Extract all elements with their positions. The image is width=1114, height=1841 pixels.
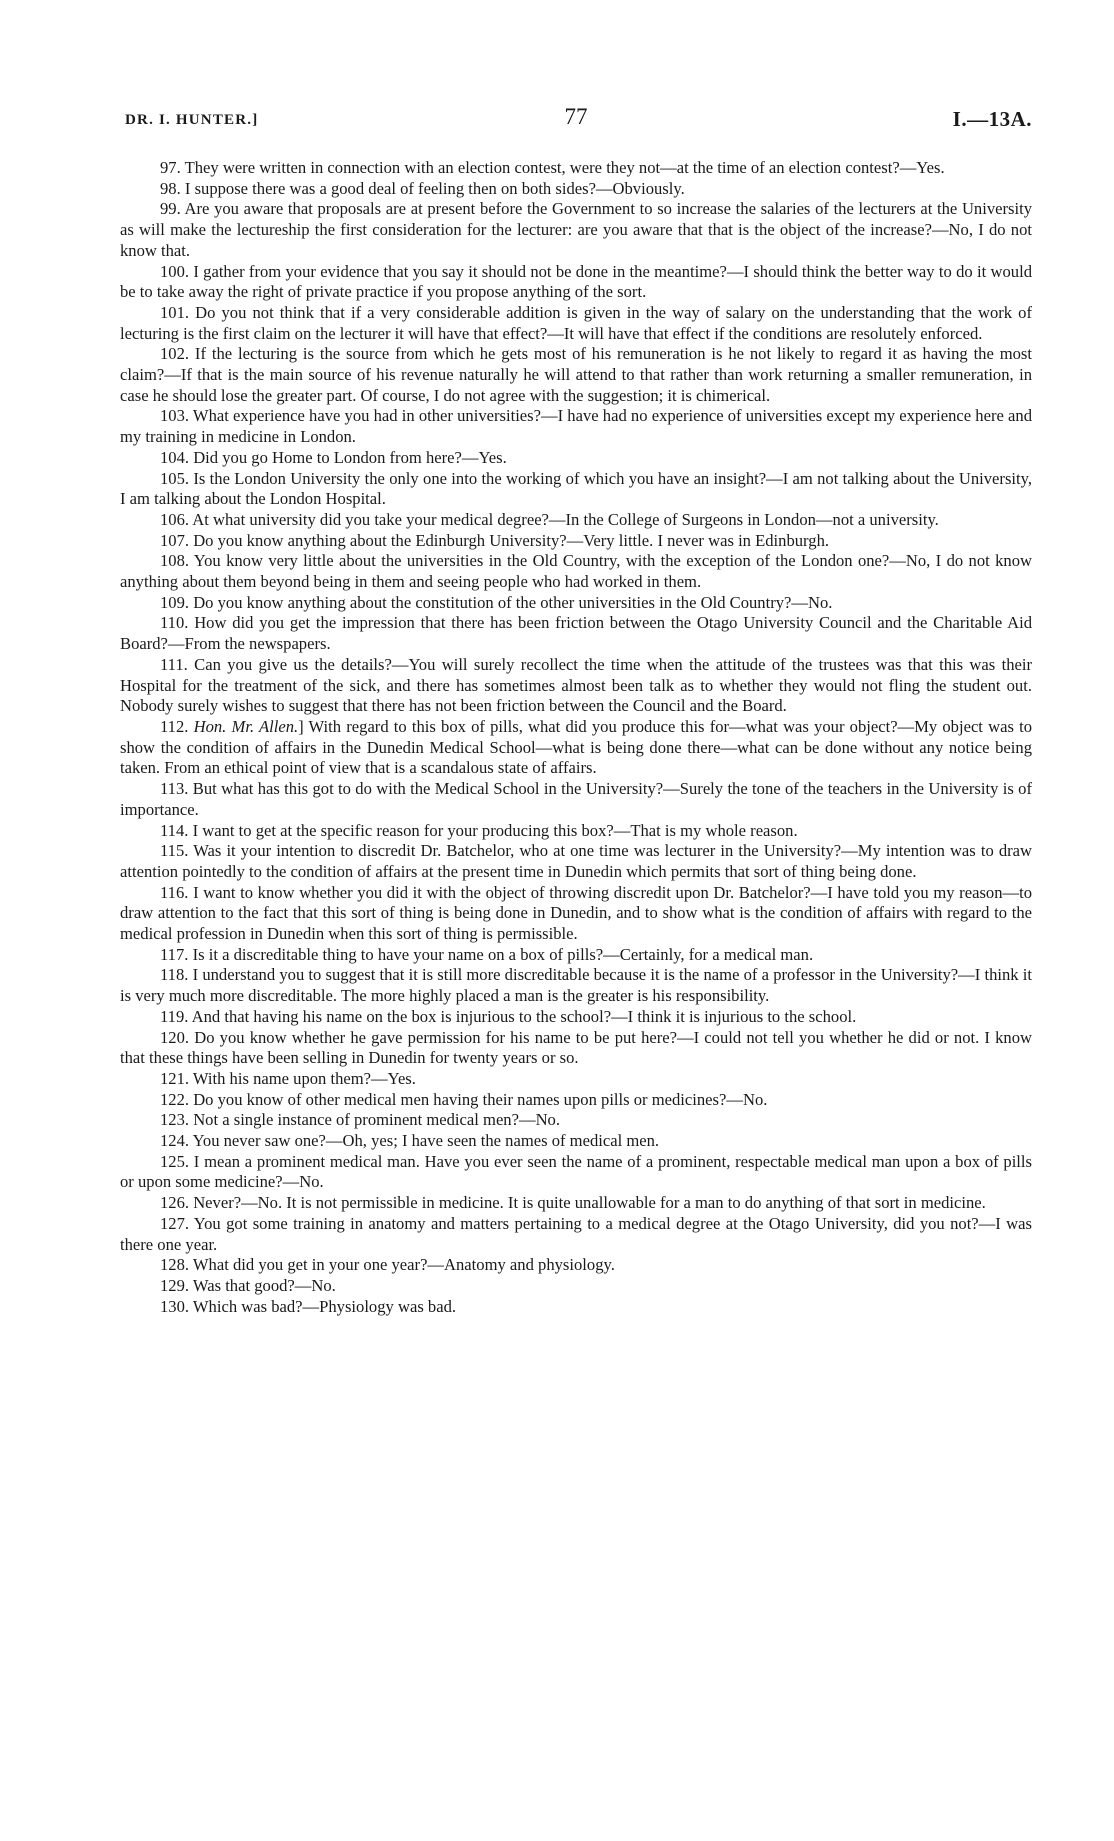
page-number: 77	[564, 104, 588, 129]
document-page	[120, 104, 1032, 1317]
question-111: 111. Can you give us the details?—You will surely recollect the time when the attitude of the trustees was that this was their Hospital for the treatment of the sick, and there has sometimes almost been talk as to whether they would not fling the student out. Nobody surely wishes to suggest that there has not been friction between the Council and the Board.	[120, 654, 1032, 716]
question-104: 104. Did you go Home to London from here?—Yes.	[160, 447, 507, 467]
question-116: 116. I want to know whether you did it with the object of throwing discredit upon Dr. Batchelor?—I have told you my reason—to draw attention to the fact that this sort of thing is being done in Dunedin, and to show what is the condition of affairs with regard to the medical profession in Dunedin when this sort of thing is permissible.	[120, 882, 1032, 944]
question-130: 130. Which was bad?—Physiology was bad.	[160, 1296, 457, 1316]
page-header	[120, 104, 1032, 144]
question-97: 97. They were written in connection with an election contest, were they not—at the time of an election contest?—Yes.	[160, 158, 945, 177]
question-106: 106. At what university did you take your medical degree?—In the College of Surgeons in London—not a university.	[160, 509, 939, 529]
witness-name-header: DR. I. HUNTER.]	[125, 112, 259, 128]
question-113: 113. But what has this got to do with the Medical School in the University?—Surely the tone of the teachers in the University is of importance.	[120, 779, 1032, 819]
question-129: 129. Was that good?—No.	[160, 1275, 336, 1295]
testimony-body	[120, 158, 1032, 1317]
question-number: 112.	[160, 716, 194, 736]
question-103: 103. What experience have you had in other universities?—I have had no experience of universities except my experience here and my training in medicine in London.	[120, 406, 1032, 447]
question-115: 115. Was it your intention to discredit Dr. Batchelor, who at one time was lecturer in the University?—My intention was to draw attention pointedly to the condition of affairs at the present time in Dunedin which permits that sort of thing being done.	[120, 841, 1032, 881]
question-122: 122. Do you know of other medical men having their names upon pills or medicines?—No.	[160, 1089, 768, 1109]
question-110: 110. How did you get the impression that there has been friction between the Otago University Council and the Charitable Aid Board?—From the newspapers.	[120, 613, 1032, 654]
question-126: 126. Never?—No. It is not permissible in medicine. It is quite unallowable for a man to do anything of that sort in medicine.	[160, 1193, 986, 1213]
question-123: 123. Not a single instance of prominent medical men?—No.	[160, 1110, 560, 1130]
question-120: 120. Do you know whether he gave permission for his name to be put here?—I could not tell you whether he did or not. I know that these things have been selling in Dunedin for twenty years or so.	[120, 1027, 1032, 1068]
question-127: 127. You got some training in anatomy and matters pertaining to a medical degree at the Otago University, did you not?—I was there one year.	[120, 1213, 1032, 1254]
question-text: ] With regard to this box of pills, what did you produce this for—what was your object?—My object was to show the condition of affairs in the Dunedin Medical School—what is being done there—what can be done without any notice being taken. From an ethical point of view that is a scandalous state of affairs.	[120, 716, 1032, 778]
question-117: 117. Is it a discreditable thing to have your name on a box of pills?—Certainly, for a medical man.	[160, 944, 814, 964]
paper-reference: I.—13A.	[952, 107, 1032, 131]
question-114: 114. I want to get at the specific reason for your producing this box?—That is my whole reason.	[160, 820, 798, 840]
question-118: 118. I understand you to suggest that it is still more discreditable because it is the name of a professor in the University?—I think it is very much more discreditable. The more highly placed a man is the greater is his responsibility.	[120, 965, 1032, 1006]
question-109: 109. Do you know anything about the constitution of the other universities in the Old Country?—No.	[160, 592, 833, 612]
question-112	[120, 717, 1032, 779]
question-98: 98. I suppose there was a good deal of feeling then on both sides?—Obviously.	[160, 178, 685, 198]
speaker-name: Hon. Mr. Allen.	[193, 716, 299, 736]
question-124: 124. You never saw one?—Oh, yes; I have seen the names of medical men.	[160, 1131, 660, 1151]
question-105: 105. Is the London University the only one into the working of which you have an insight?—I am not talking about the University, I am talking about the London Hospital.	[120, 468, 1032, 509]
question-102: 102. If the lecturing is the source from which he gets most of his remuneration is he not likely to regard it as having the most claim?—If that is the main source of his revenue naturally he will attend to that rather than work returning a smaller remuneration, in case he should lose the greater part. Of course, I do not agree with the suggestion; it is chimerical.	[120, 344, 1032, 405]
question-99: 99. Are you aware that proposals are at present before the Government to so increase the salaries of the lecturers at the University as will make the lectureship the first consideration for the lecturer: are you aware that that is the object of the increase?—No, I do not know that.	[120, 199, 1032, 260]
question-128: 128. What did you get in your one year?—Anatomy and physiology.	[160, 1255, 615, 1275]
question-119: 119. And that having his name on the box is injurious to the school?—I think it is injurious to the school.	[160, 1006, 857, 1026]
question-125: 125. I mean a prominent medical man. Have you ever seen the name of a prominent, respectable medical man upon a box of pills or upon some medicine?—No.	[120, 1151, 1032, 1192]
question-108: 108. You know very little about the universities in the Old Country, with the exception of the London one?—No, I do not know anything about them beyond being in them and seeing people who had worked in them.	[120, 551, 1032, 592]
question-107: 107. Do you know anything about the Edinburgh University?—Very little. I never was in Edinburgh.	[160, 530, 830, 550]
question-121: 121. With his name upon them?—Yes.	[160, 1068, 416, 1088]
question-101: 101. Do you not think that if a very considerable addition is given in the way of salary on the understanding that the work of lecturing is the first claim on the lecturer it will have that effect?—It will have that effect if the conditions are resolutely enforced.	[120, 302, 1032, 343]
question-100: 100. I gather from your evidence that you say it should not be done in the meantime?—I should think the better way to do it would be to take away the right of private practice if you propose anything of the sort.	[120, 261, 1032, 302]
